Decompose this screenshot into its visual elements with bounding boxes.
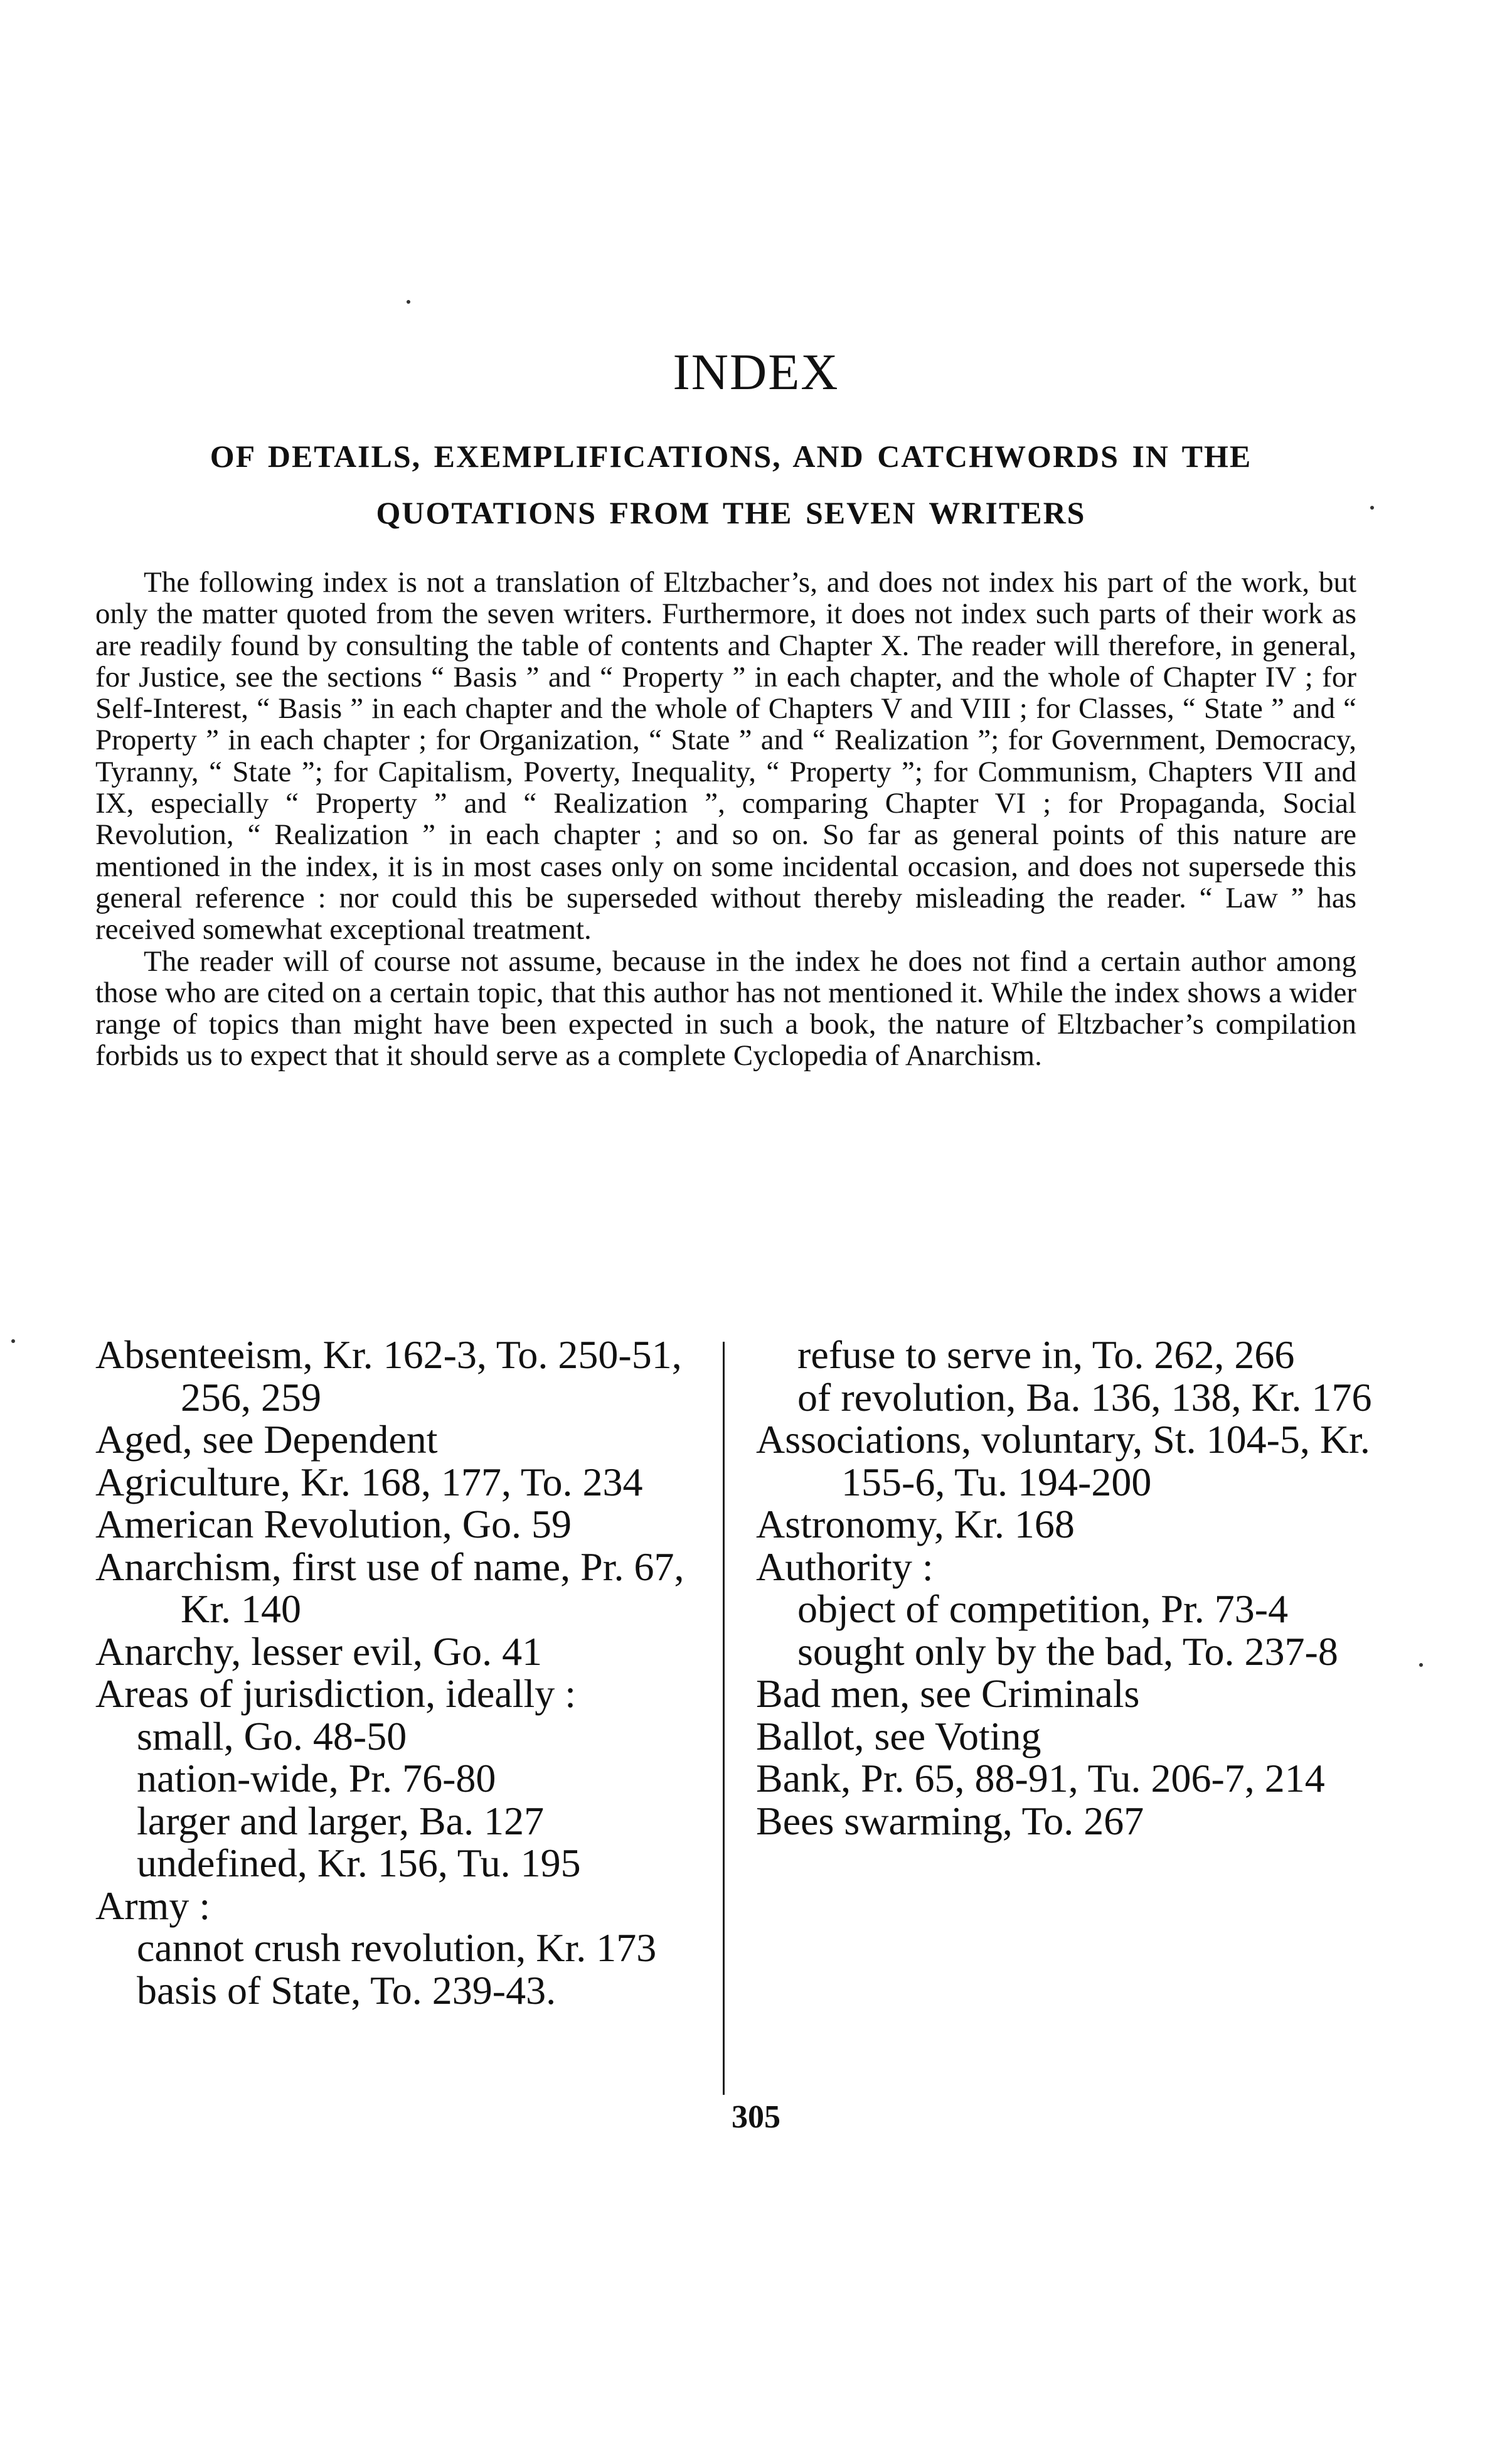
index-entry: Bees swarming, To. 267 (756, 1798, 1144, 1843)
index-column-right (756, 1334, 1390, 1842)
index-entry: American Revolution, Go. 59 (95, 1502, 572, 1546)
page-speck (11, 1339, 15, 1343)
index-entry: Anarchism, first use of name, Pr. 67, Kr. 140 (95, 1544, 684, 1631)
index-subentry: larger and larger, Ba. 127 (137, 1798, 545, 1843)
index-entry: Agriculture, Kr. 168, 177, To. 234 (95, 1459, 643, 1504)
index-subentry: sought only by the bad, To. 237-8 (797, 1629, 1338, 1674)
index-entry: Anarchy, lesser evil, Go. 41 (95, 1629, 543, 1674)
index-subentry: refuse to serve in, To. 262, 266 (797, 1332, 1295, 1377)
page-speck (1419, 1663, 1423, 1667)
subtitle-line-2: QUOTATIONS FROM THE SEVEN WRITERS (376, 495, 1086, 530)
subtitle-line-1: OF DETAILS, EXEMPLIFICATIONS, AND CATCHWORDS IN THE (210, 439, 1252, 474)
index-subentry: basis of State, To. 239-43. (137, 1967, 556, 2013)
intro-text (95, 567, 1356, 1072)
index-subentry: nation-wide, Pr. 76-80 (137, 1756, 496, 1800)
index-entry: Associations, voluntary, St. 104-5, Kr. 155-6, Tu. 194-200 (756, 1417, 1370, 1504)
index-subentry: cannot crush revolution, Kr. 173 (137, 1925, 657, 1970)
index-subentry: object of competition, Pr. 73-4 (797, 1586, 1289, 1631)
page-title: INDEX (673, 343, 839, 400)
index-column-left (95, 1334, 723, 2011)
page-number: 305 (732, 2099, 780, 2135)
index-entry: Bank, Pr. 65, 88-91, Tu. 206-7, 214 (756, 1756, 1325, 1800)
index-entry: Army : (95, 1883, 211, 1928)
index-subentry: undefined, Kr. 156, Tu. 195 (137, 1841, 581, 1885)
index-subentry: small, Go. 48-50 (137, 1713, 407, 1758)
intro-paragraph-2: The reader will of course not assume, because in the index he does not find a certain author among those who are cited on a certain topic, that this author has not mentioned it. While the index shows a wider range of topics than might have been expected in such a book, the nature of Eltzbacher’s compilation forbids us to expect that it should serve as a complete Cyclopedia of Anarchism. (95, 944, 1356, 1073)
index-entry: Astronomy, Kr. 168 (756, 1502, 1075, 1546)
index-entry: Absenteeism, Kr. 162-3, To. 250-51, 256, 259 (95, 1332, 682, 1420)
page-speck (1370, 506, 1374, 510)
index-entry: Authority : (756, 1544, 934, 1589)
intro-paragraph-1: The following index is not a translation of Eltzbacher’s, and does not index his part of the work, but only the matter quoted from the seven writers. Furthermore, it does not index such parts of their work as are readily found by consulting the table of contents and Chapter X. The reader will therefore, in general, for Justice, see the sections “ Basis ” and “ Property ” in each chapter, and the whole of Chapter IV ; for Self-Interest, “ Basis ” in each chapter and the whole of Chapters V and VIII ; for Classes, “ State ” and “ Property ” in each chapter ; for Organization, “ State ” and “ Realization ”; for Government, Democracy, Tyranny, “ State ”; for Capitalism, Poverty, Inequality, “ Property ”; for Communism, Chapters VII and IX, especially “ Property ” and “ Realization ”, comparing Chapter VI ; for Propaganda, Social Revolution, “ Realization ” in each chapter ; and so on. So far as general points of this nature are mentioned in the index, it is in most cases only on some incidental occasion, and does not supersede this general reference : nor could this be superseded without thereby misleading the reader. “ Law ” has received somewhat exceptional treatment. (95, 566, 1356, 946)
index-entry: Areas of jurisdiction, ideally : (95, 1671, 577, 1716)
column-divider (723, 1342, 725, 2095)
page-speck (407, 300, 410, 304)
index-subentry: of revolution, Ba. 136, 138, Kr. 176 (797, 1374, 1372, 1420)
index-entry: Aged, see Dependent (95, 1417, 438, 1462)
index-entry: Ballot, see Voting (756, 1713, 1041, 1758)
index-entry: Bad men, see Criminals (756, 1671, 1140, 1716)
